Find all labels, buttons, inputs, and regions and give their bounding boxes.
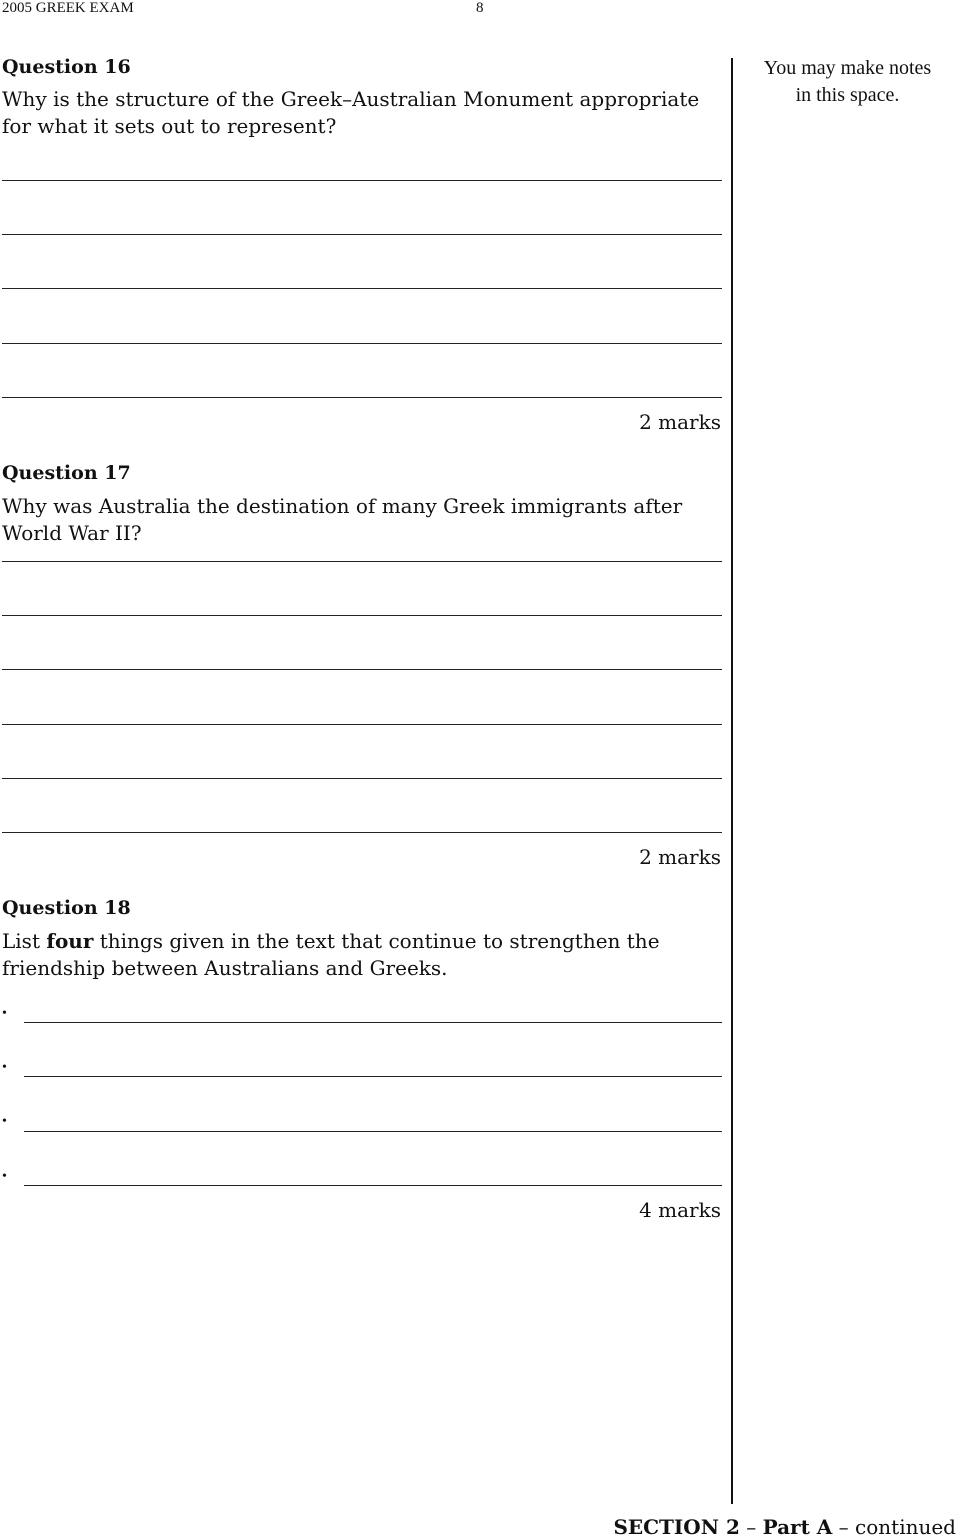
question-18-title: Question 18	[2, 897, 131, 919]
margin-divider	[731, 58, 733, 1504]
question-18-emphasis: four	[46, 929, 94, 953]
bullet-icon: •	[2, 1114, 7, 1129]
bullet-icon: •	[2, 1169, 7, 1184]
question-16-text: Why is the structure of the Greek–Australian Monument appropriate for what it sets out to represent?	[2, 87, 700, 138]
question-17-marks: 2 marks	[639, 845, 721, 869]
question-18-text-end: things given in the text that continue to strengthen the friendship between Australians and Greeks.	[2, 929, 660, 980]
footer-continued: continued	[855, 1515, 956, 1539]
notes-line-1: You may make notes	[763, 57, 932, 79]
answer-line[interactable]	[2, 669, 722, 670]
bullet-icon: •	[2, 1060, 7, 1075]
footer-dash: –	[838, 1515, 849, 1539]
answer-line[interactable]	[2, 234, 722, 235]
answer-line[interactable]	[2, 288, 722, 289]
answer-line[interactable]	[2, 615, 722, 616]
answer-line[interactable]	[2, 397, 722, 398]
answer-line[interactable]	[2, 832, 722, 833]
question-18-text	[2, 928, 727, 982]
footer-dash: –	[746, 1515, 757, 1539]
bullet-answer-line[interactable]	[24, 1022, 722, 1023]
question-17-text: Why was Australia the destination of many Greek immigrants after World War II?	[2, 494, 683, 545]
bullet-answer-line[interactable]	[24, 1131, 722, 1132]
footer-part: Part A	[762, 1515, 833, 1539]
answer-line[interactable]	[2, 778, 722, 779]
bullet-icon: •	[2, 1006, 7, 1021]
answer-line[interactable]	[2, 180, 722, 181]
bullet-answer-line[interactable]	[24, 1185, 722, 1186]
page-number: 8	[476, 0, 484, 16]
question-17-title: Question 17	[2, 462, 131, 484]
notes-margin-text	[745, 55, 950, 109]
answer-line[interactable]	[2, 724, 722, 725]
bullet-answer-line[interactable]	[24, 1076, 722, 1077]
section-footer	[613, 1515, 956, 1539]
footer-section: SECTION 2	[613, 1515, 740, 1539]
question-18-text-start: List	[2, 929, 47, 953]
question-16-marks: 2 marks	[639, 410, 721, 434]
question-18-marks: 4 marks	[639, 1198, 721, 1222]
answer-line[interactable]	[2, 561, 722, 562]
question-16-title: Question 16	[2, 56, 131, 78]
notes-line-2: in this space.	[795, 84, 900, 106]
answer-line[interactable]	[2, 343, 722, 344]
exam-title: 2005 GREEK EXAM	[2, 0, 134, 16]
